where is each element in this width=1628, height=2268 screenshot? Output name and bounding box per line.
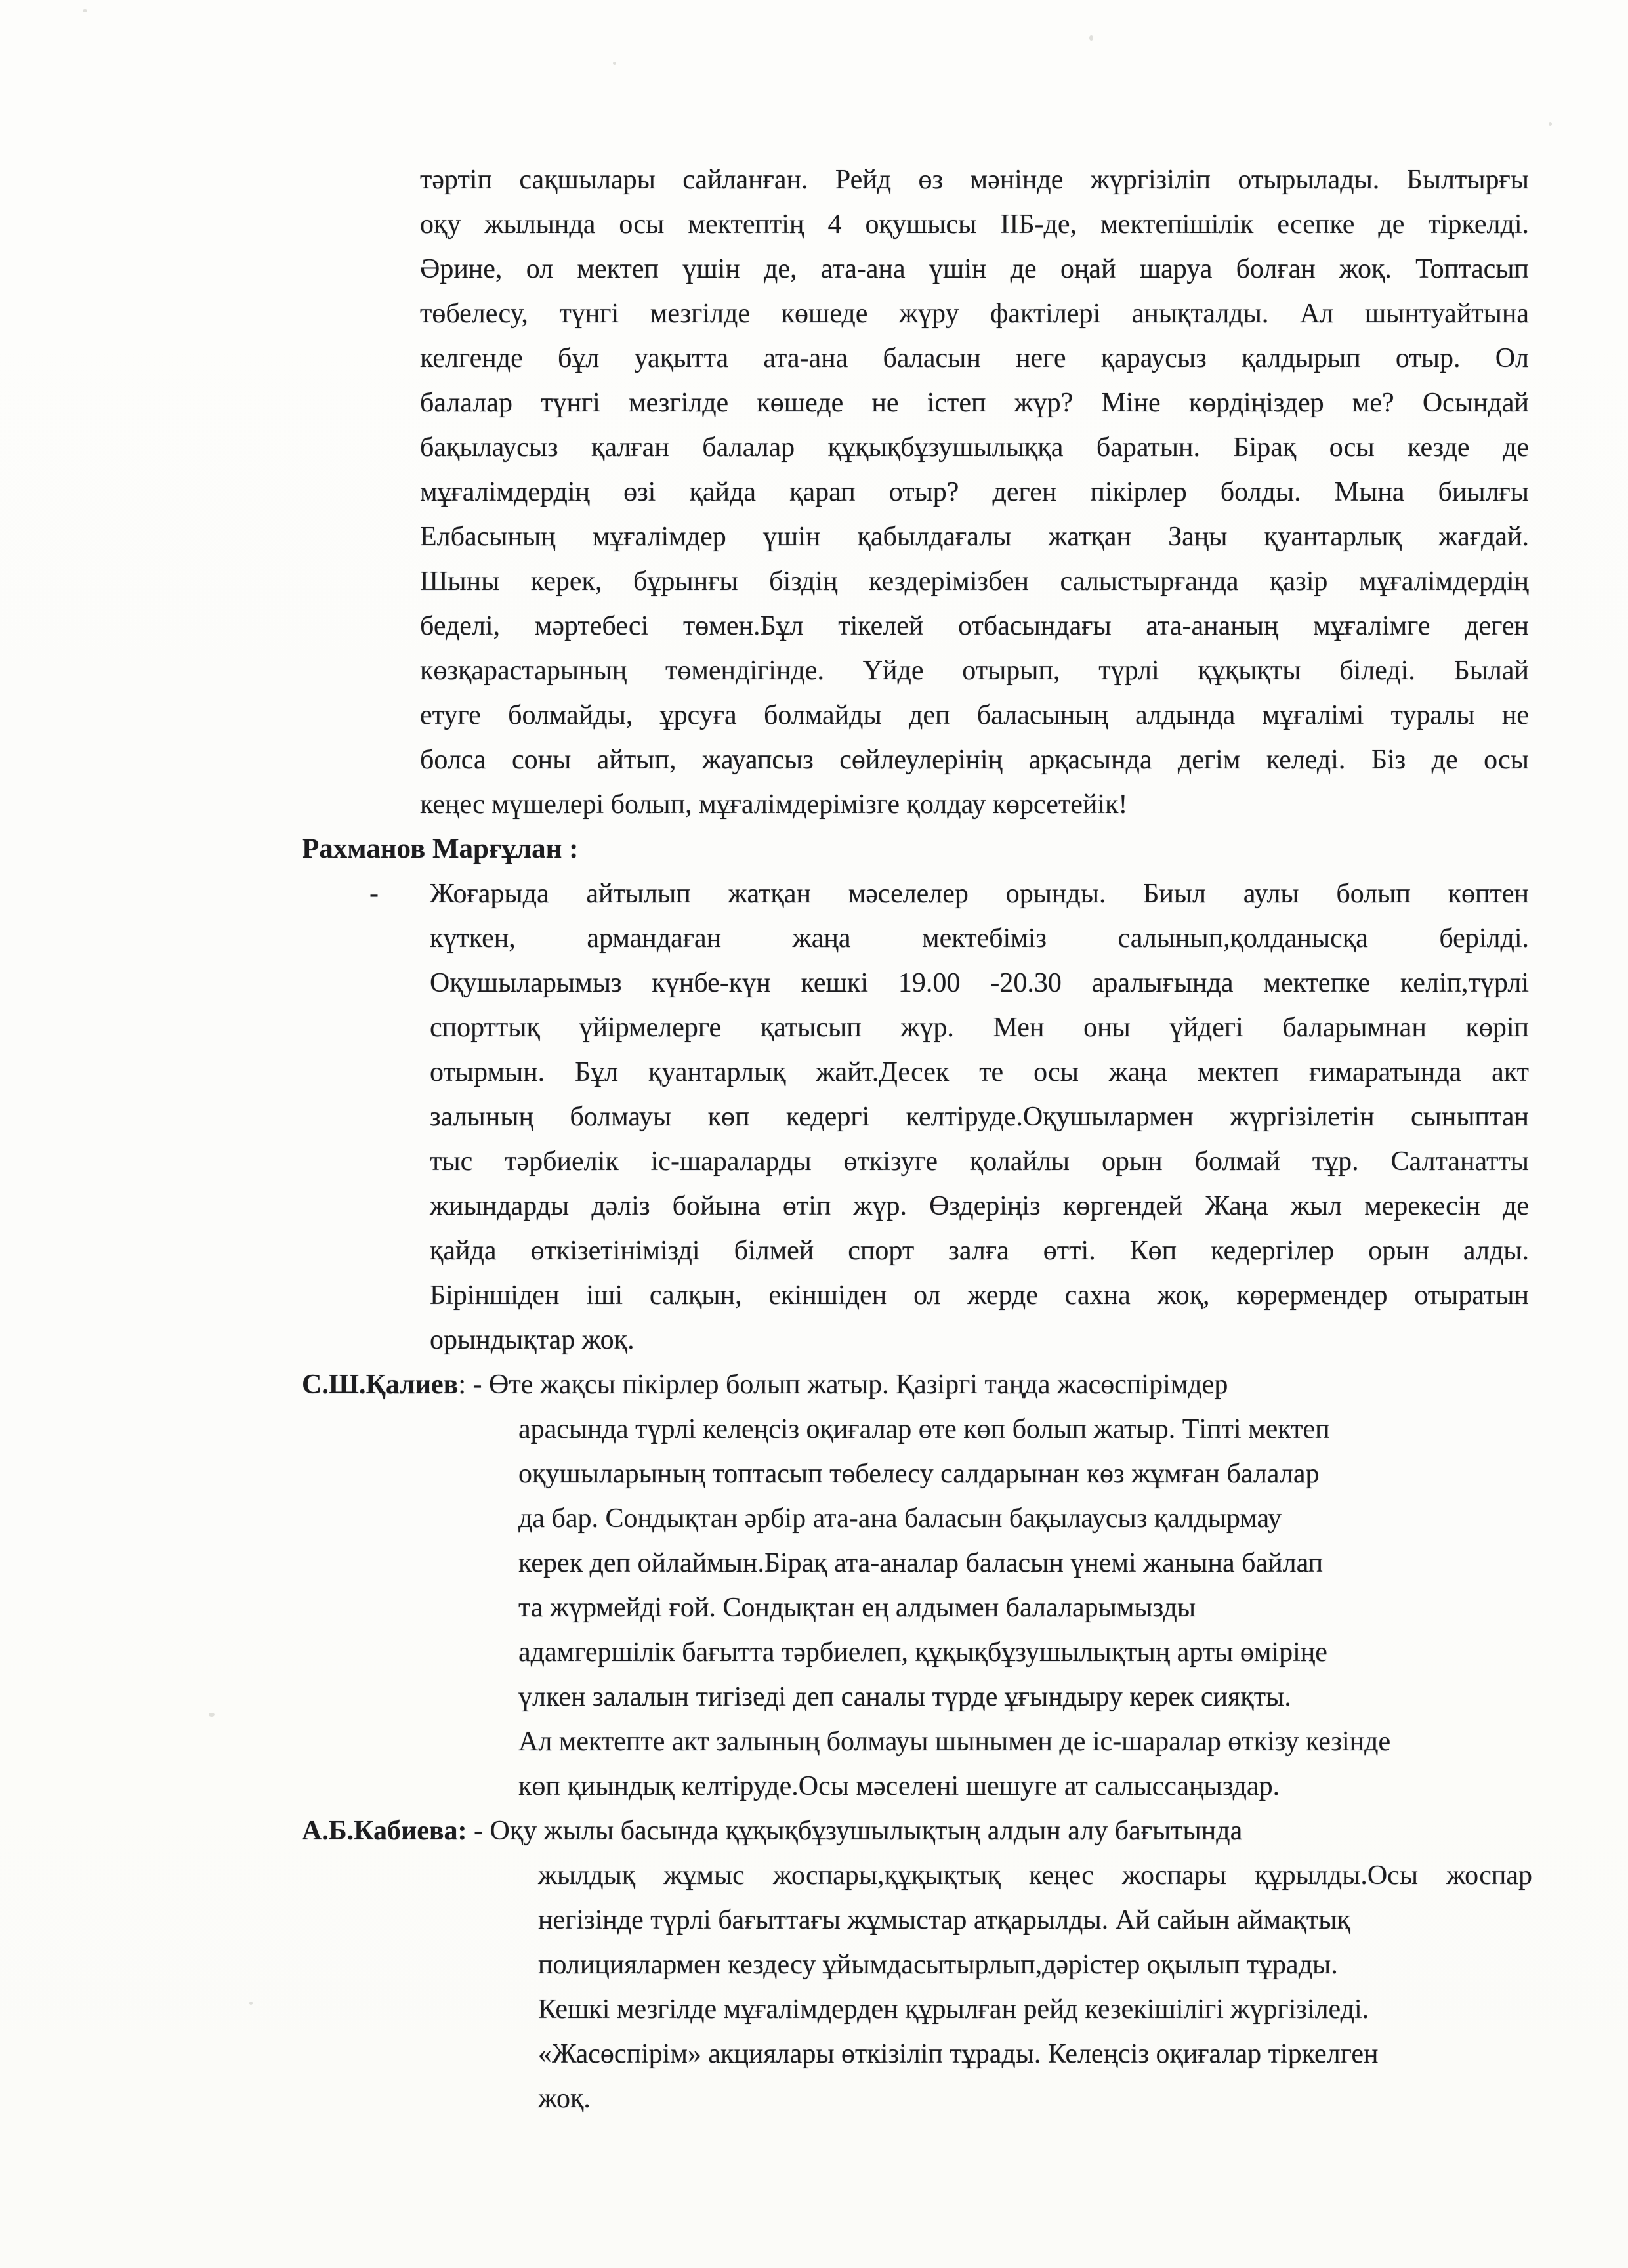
scan-speck (1089, 35, 1093, 41)
continuation-line: Шыны керек, бұрынғы біздің кездерімізбен салыстырғанда қазір мұғалімдердің (420, 566, 1529, 597)
kabiyeva-first-line (302, 1809, 1242, 1853)
kabiyeva-first-line-text: Оқу жылы басында құқықбұзушылықтың алдын алу бағытында (490, 1816, 1243, 1846)
continuation-line: бақылаусыз қалған балалар құқықбұзушылыққа баратын. Бірақ осы кезде де (420, 432, 1529, 463)
speaker-name-kabiyeva: А.Б.Кабиева: (302, 1816, 467, 1846)
kaliyev-separator: : - (458, 1370, 490, 1400)
continuation-line: мұғалімдердің өзі қайда қарап отыр? деген пікірлер болды. Мына биылғы (420, 477, 1529, 507)
kabiyeva-line: Кешкі мезгілде мұғалімдерден құрылған рейд кезекішілігі жүргізіледі. (538, 1994, 1369, 2025)
kaliyev-first-line-text: Өте жақсы пікірлер болып жатыр. Қазіргі таңда жасөспірімдер (489, 1370, 1228, 1400)
kaliyev-first-line (302, 1362, 1228, 1407)
scan-speck (83, 9, 87, 12)
kabiyeva-line: жылдық жұмыс жоспары,құқықтық кеңес жоспары құрылды.Осы жоспар (538, 1860, 1532, 1891)
continuation-line: болса соны айтып, жауапсыз сөйлеулерінің арқасында дегім келеді. Біз де осы (420, 745, 1529, 775)
kabiyeva-line: жоқ. (538, 2084, 591, 2114)
continuation-paragraph (420, 158, 1529, 827)
kabiyeva-line: полициялармен кездесу ұйымдасытырлып,дәрістер оқылып тұрады. (538, 1950, 1338, 1980)
continuation-line: көзқарастарының төмендігінде. Үйде отырып, түрлі құқықты біледі. Былай (420, 656, 1529, 686)
kaliyev-line: оқушыларының топтасып төбелесу салдарынан көз жұмған балалар (518, 1459, 1320, 1489)
rakhmanov-line: залының болмауы көп кедергі келтіруде.Оқушылармен жүргізілетін сыныптан (430, 1102, 1529, 1132)
kabiyeva-line: негізінде түрлі бағыттағы жұмыстар атқарылды. Ай сайын аймақтық (538, 1905, 1350, 1935)
continuation-line: Елбасының мұғалімдер үшін қабылдағалы жатқан Заңы қуантарлық жағдай. (420, 522, 1529, 552)
list-dash: - (369, 879, 379, 909)
scan-speck (209, 1713, 215, 1717)
kabiyeva-paragraph (538, 1853, 1532, 2121)
continuation-line: тәртіп сақшылары сайланған. Рейд өз мәнінде жүргізіліп отырылады. Былтырғы (420, 165, 1529, 195)
rakhmanov-line: Жоғарыда айтылып жатқан мәселелер орынды. Биыл аулы болып көптен (430, 879, 1529, 909)
rakhmanov-line: қайда өткізетінімізді білмей спорт залға өтті. Көп кедергілер орын алды. (430, 1236, 1529, 1266)
continuation-line: Әрине, ол мектеп үшін де, ата-ана үшін де оңай шаруа болған жоқ. Топтасып (420, 254, 1529, 284)
kaliyev-line: үлкен залалын тигізеді деп саналы түрде ұғындыру керек сияқты. (518, 1682, 1291, 1712)
speaker-name-kaliyev: С.Ш.Қалиев (302, 1370, 459, 1400)
rakhmanov-paragraph (430, 872, 1529, 1362)
kaliyev-line: керек деп ойлаймын.Бірақ ата-аналар баласын үнемі жанына байлап (518, 1548, 1324, 1578)
kaliyev-line: адамгершілік бағытта тәрбиелеп, құқықбұзушылықтың арты өміріңе (518, 1637, 1327, 1668)
continuation-line: кеңес мүшелері болып, мұғалімдерімізге қолдау көрсетейік! (420, 789, 1128, 820)
kaliyev-paragraph (518, 1407, 1542, 1809)
rakhmanov-line: Біріншіден іші салқын, екіншіден ол жерде сахна жоқ, көрермендер отыратын (430, 1280, 1529, 1311)
scan-speck (1549, 122, 1552, 126)
continuation-line: келгенде бұл уақытта ата-ана баласын неге қараусыз қалдырып отыр. Ол (420, 343, 1529, 373)
rakhmanov-line: спорттық үйірмелерге қатысып жүр. Мен оны үйдегі баларымнан көріп (430, 1013, 1529, 1043)
rakhmanov-line: Оқушыларымыз күнбе-күн кешкі 19.00 -20.30 аралығында мектепке келіп,түрлі (430, 968, 1529, 998)
rakhmanov-line: күткен, армандаған жаңа мектебіміз салынып,қолданысқа берілді. (430, 923, 1529, 954)
scan-speck (613, 62, 616, 65)
continuation-line: етуге болмайды, ұрсуға болмайды деп баласының алдында мұғалімі туралы не (420, 700, 1529, 730)
scan-speck (249, 2002, 253, 2005)
kaliyev-line: да бар. Сондықтан әрбір ата-ана баласын бақылаусыз қалдырмау (518, 1503, 1282, 1534)
kabiyeva-line: «Жасөспірім» акциялары өткізіліп тұрады. Келеңсіз оқиғалар тіркелген (538, 2039, 1379, 2069)
speaker-heading-rakhmanov: Рахманов Марғұлан : (302, 833, 579, 864)
rakhmanov-line: орындықтар жоқ. (430, 1325, 635, 1355)
rakhmanov-line: тыс тәрбиелік іс-шараларды өткізуге қолайлы орын болмай тұр. Салтанатты (430, 1146, 1529, 1177)
kaliyev-line: арасында түрлі келеңсіз оқиғалар өте көп болып жатыр. Тіпті мектеп (518, 1414, 1330, 1444)
rakhmanov-line: жиындарды дәліз бойына өтіп жүр. Өздеріңіз көргендей Жаңа жыл мерекесін де (430, 1191, 1529, 1221)
continuation-line: беделі, мәртебесі төмен.Бұл тікелей отбасындағы ата-ананың мұғалімге деген (420, 611, 1529, 641)
kabiyeva-separator: - (467, 1816, 490, 1846)
continuation-line: оқу жылында осы мектептің 4 оқушысы ІІБ-де, мектепішілік есепке де тіркелді. (420, 209, 1529, 240)
rakhmanov-line: отырмын. Бұл қуантарлық жайт.Десек те осы жаңа мектеп ғимаратында акт (430, 1057, 1529, 1087)
kaliyev-line: Ал мектепте акт залының болмауы шынымен де іс-шаралар өткізу кезінде (518, 1727, 1391, 1757)
kaliyev-line: көп қиындық келтіруде.Осы мәселені шешуге ат салыссаңыздар. (518, 1771, 1280, 1801)
continuation-line: балалар түнгі мезгілде көшеде не істеп жүр? Міне көрдіңіздер ме? Осындай (420, 388, 1529, 418)
continuation-line: төбелесу, түнгі мезгілде көшеде жүру фактілері анықталды. Ал шынтуайтына (420, 299, 1529, 329)
kaliyev-line: та жүрмейді ғой. Сондықтан ең алдымен балаларымызды (518, 1593, 1196, 1623)
